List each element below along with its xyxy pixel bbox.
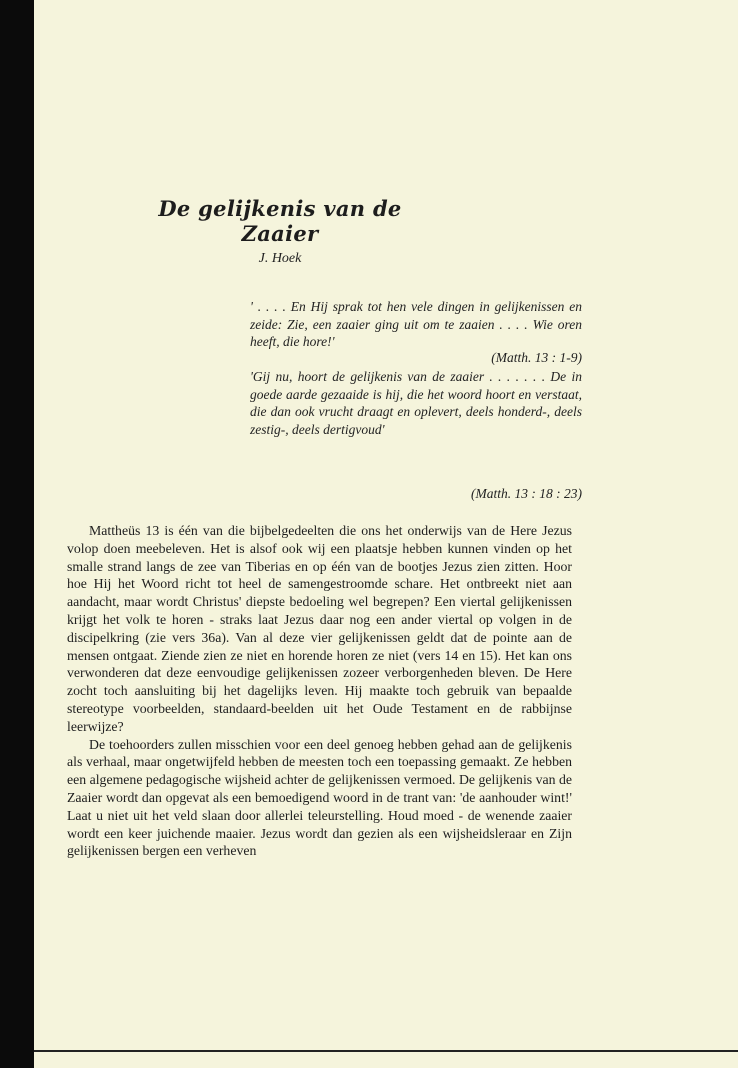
epigraph-ref-1: (Matth. 13 : 1-9)	[491, 350, 582, 365]
epigraph-quote-1: ' . . . . En Hij sprak tot hen vele dingen in gelijkenissen en zeide: Zie, een zaaier ging uit om te zaaien . . . . Wie oren heeft, die hore!'	[250, 299, 582, 350]
epigraph-quote-2: 'Gij nu, hoort de gelijkenis van de zaaier . . . . . . . De in goede aarde gezaaide is hij, die het woord hoort en verstaat, die dan ook vrucht draagt en oplevert, deels honderd-, deels zestig-, deels dertigvoud'	[250, 369, 582, 437]
epigraph-ref-2: (Matth. 13 : 18 : 23)	[471, 486, 582, 501]
article-author: J. Hoek	[258, 251, 302, 266]
body-paragraph-2: De toehoorders zullen misschien voor een deel genoeg hebben gehad aan de gelijkenis als verhaal, maar ongetwijfeld hebben de meesten toch een toepassing gemaakt. Ze hebben een algemene pedagogische wijsheid achter de gelijkenissen vermoed. De gelijkenis van de Zaaier wordt dan opgevat als een bemoedigend woord in de trant van: 'de aanhouder wint!' Laat u niet uit het veld slaan door allerlei teleurstelling. Houd moed - de wenende zaaier wordt een keer juichende maaier. Jezus wordt dan gezien als een wijsheidsleraar en Zijn gelijkenissen bergen een verheven	[67, 736, 572, 859]
body-paragraph-1: Mattheüs 13 is één van die bijbelgedeelten die ons het onderwijs van de Here Jezus volop doen meebeleven. Het is alsof ook wij een plaatsje hebben kunnen vinden op het smalle strand langs de zee van Tiberias en op één van de bootjes Jezus zien zitten. Hoor hoe Hij het Woord richt tot heel de samengestroomde schare. Het ontbreekt niet aan aandacht, maar wordt Christus' diepste bedoeling wel begrepen? Een viertal gelijkenissen krijgt het volk te horen - straks laat Jezus daar nog een ander viertal op volgen in de discipelkring (zie vers 36a). Van al deze vier gelijkenissen geldt dat de pointe aan de mensen ontgaat. Ziende zien ze niet en horende horen ze niet (vers 14 en 15). Het kan ons verwonderen dat deze eenvoudige gelijkenissen zozeer verborgenheden bleven. De Here zocht toch aansluiting bij het dagelijks leven. Hij maakte toch gebruik van bepaalde stereotype voorbeelden, standaard-beelden uit het Oude Testament en de rabbijnse leerwijze?	[67, 523, 572, 734]
article-body	[67, 522, 572, 860]
article-title: De gelijkenis van de Zaaier	[158, 196, 402, 246]
page-bottom-rule	[34, 1050, 738, 1052]
